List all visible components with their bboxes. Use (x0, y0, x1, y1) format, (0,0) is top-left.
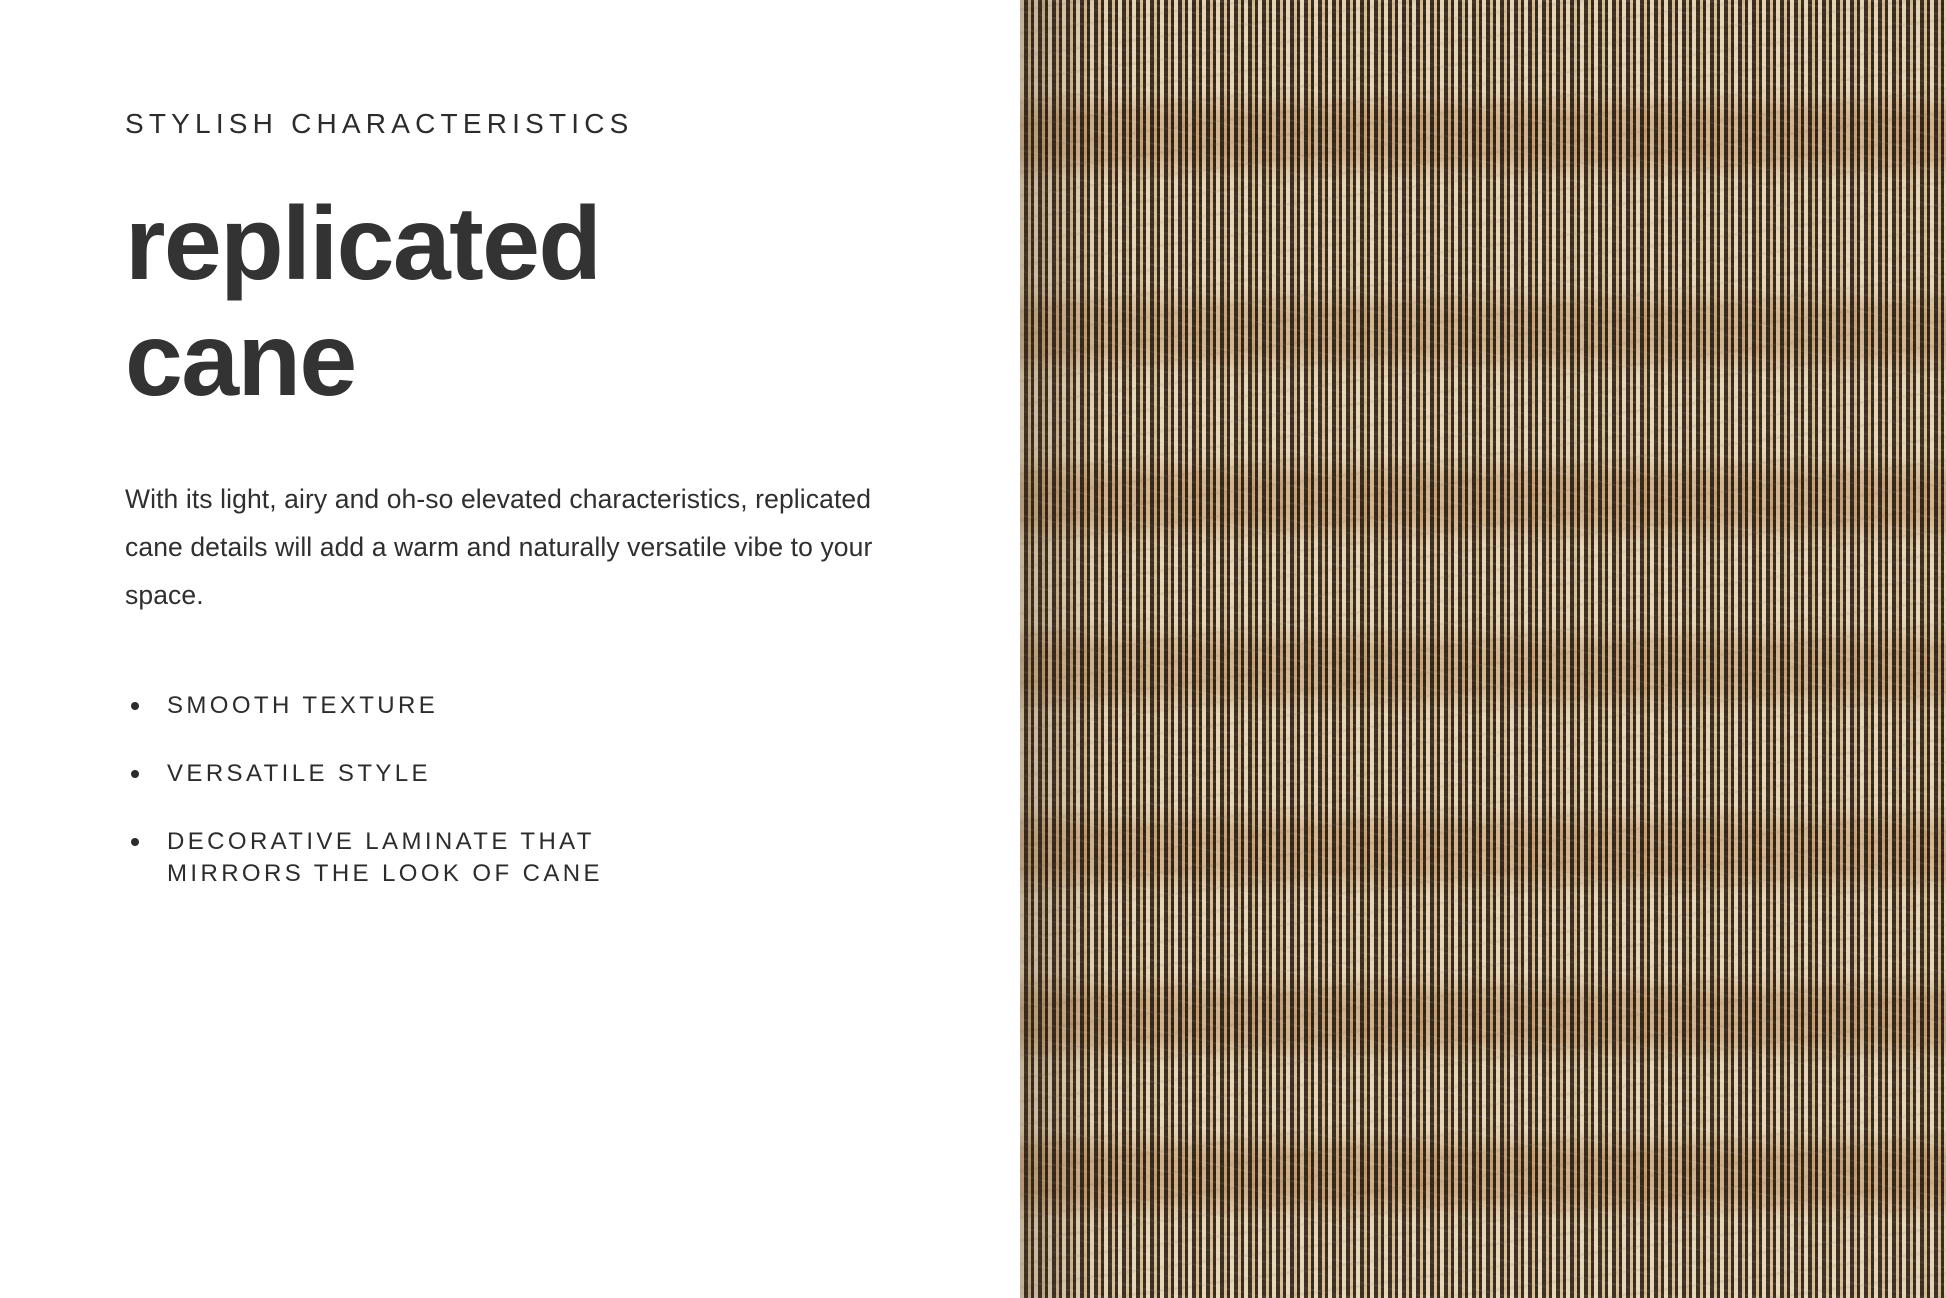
headline-line-2: cane (125, 302, 356, 419)
bullet-dot-icon (131, 838, 139, 846)
weave-pattern (1020, 0, 1946, 1298)
list-item-label: SMOOTH TEXTURE (167, 691, 439, 719)
list-item (125, 826, 910, 890)
bullet-dot-icon (131, 770, 139, 778)
list-item-label-line-1: DECORATIVE LAMINATE THAT (167, 827, 595, 855)
list-item-label-line-2: MIRRORS THE LOOK OF CANE (167, 860, 603, 888)
eyebrow-label: STYLISH CHARACTERISTICS (125, 108, 634, 139)
list-item-label (167, 826, 910, 890)
headline-line-1: replicated (125, 186, 601, 302)
body-paragraph: With its light, airy and oh-so elevated characteristics, replicated cane details will add a warm and naturally versatile vibe to your space. (125, 483, 873, 611)
list-item-label: VERSATILE STYLE (167, 759, 431, 787)
list-item (125, 758, 910, 790)
bullet-dot-icon (131, 702, 139, 710)
list-item (125, 690, 910, 722)
feature-list (125, 620, 910, 891)
page-title (125, 140, 745, 419)
cane-texture-image (1020, 0, 1946, 1298)
